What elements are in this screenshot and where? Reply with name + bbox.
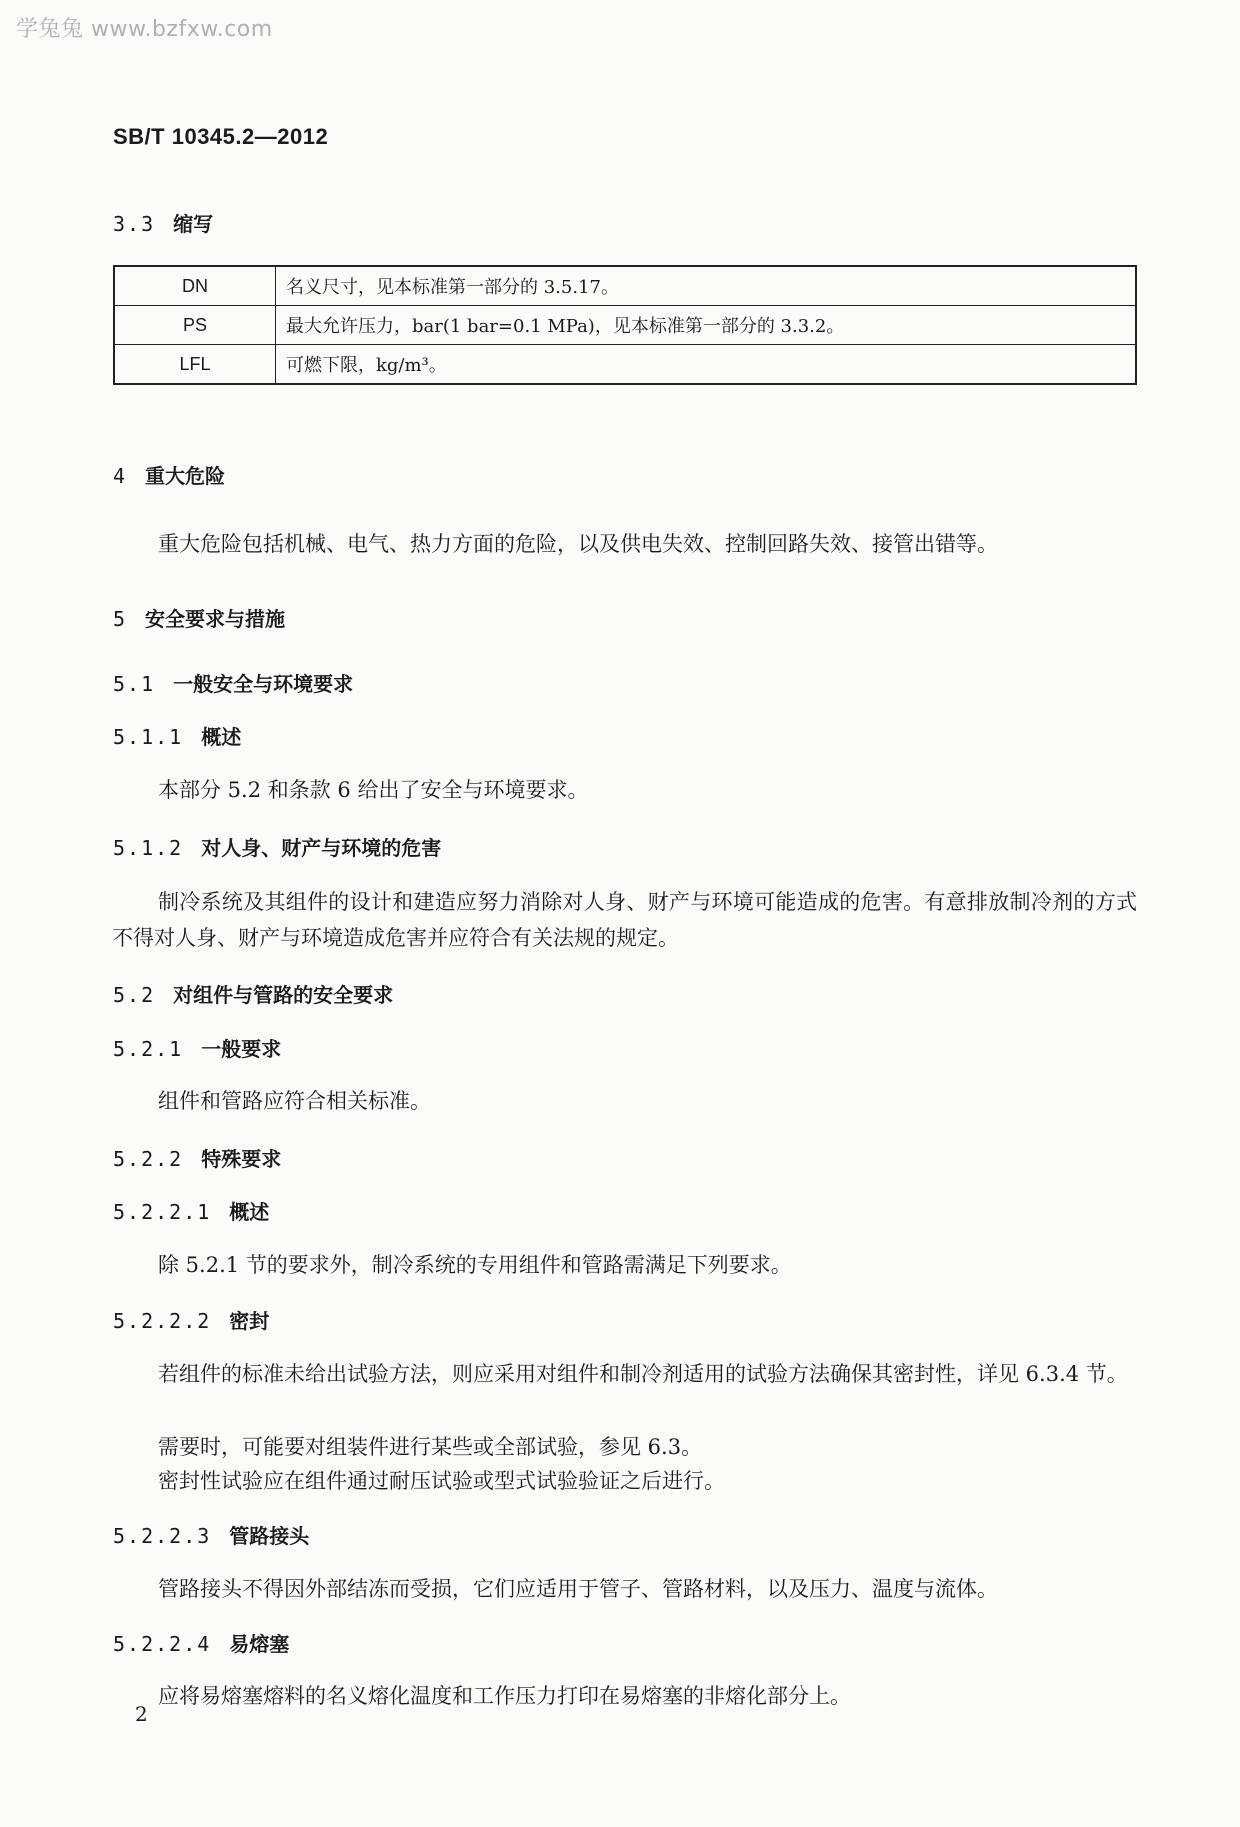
heading-5-2-1 bbox=[113, 1033, 281, 1062]
section-number: 5.2.1 bbox=[113, 1037, 184, 1061]
abbr-value: 可燃下限，kg/m³。 bbox=[276, 345, 1137, 385]
section-title: 缩写 bbox=[173, 212, 214, 236]
paragraph: 需要时，可能要对组装件进行某些或全部试验，参见 6.3。 bbox=[158, 1435, 703, 1459]
section-title: 密封 bbox=[229, 1309, 270, 1333]
heading-5-2-2-4 bbox=[113, 1628, 289, 1657]
paragraph: 重大危险包括机械、电气、热力方面的危险，以及供电失效、控制回路失效、接管出错等。 bbox=[158, 532, 998, 556]
section-number: 5.2 bbox=[113, 983, 156, 1007]
heading-5 bbox=[113, 603, 285, 632]
section-number: 5.2.2 bbox=[113, 1147, 184, 1171]
section-title: 概述 bbox=[201, 725, 242, 749]
paragraph: 本部分 5.2 和条款 6 给出了安全与环境要求。 bbox=[158, 778, 589, 802]
section-number: 5.1.2 bbox=[113, 836, 184, 860]
heading-4 bbox=[113, 460, 225, 489]
watermark: 学兔兔 www.bzfxw.com bbox=[16, 17, 273, 42]
section-number: 5 bbox=[113, 607, 128, 631]
paragraph: 除 5.2.1 节的要求外，制冷系统的专用组件和管路需满足下列要求。 bbox=[158, 1253, 792, 1277]
section-number: 5.2.2.2 bbox=[113, 1309, 212, 1333]
section-number: 5.2.2.3 bbox=[113, 1524, 212, 1548]
heading-5-1-1 bbox=[113, 721, 241, 750]
section-number: 5.1.1 bbox=[113, 725, 184, 749]
section-title: 概述 bbox=[229, 1200, 270, 1224]
heading-5-1 bbox=[113, 668, 353, 697]
abbr-key: LFL bbox=[114, 345, 276, 385]
paragraph: 管路接头不得因外部结冻而受损，它们应适用于管子、管路材料，以及压力、温度与流体。 bbox=[158, 1577, 998, 1601]
section-number: 5.2.2.4 bbox=[113, 1632, 212, 1656]
table-row bbox=[114, 306, 1136, 345]
paragraph: 密封性试验应在组件通过耐压试验或型式试验验证之后进行。 bbox=[158, 1469, 725, 1493]
abbr-value: 名义尺寸，见本标准第一部分的 3.5.17。 bbox=[276, 266, 1137, 306]
table-row bbox=[114, 266, 1136, 306]
page-number: 2 bbox=[135, 1702, 148, 1726]
table-row bbox=[114, 345, 1136, 385]
section-title: 易熔塞 bbox=[229, 1632, 290, 1656]
standard-number: SB/T 10345.2—2012 bbox=[113, 124, 329, 149]
section-title: 特殊要求 bbox=[201, 1147, 282, 1171]
section-title: 对人身、财产与环境的危害 bbox=[201, 836, 442, 860]
paragraph: 制冷系统及其组件的设计和建造应努力消除对人身、财产与环境可能造成的危害。有意排放制冷剂的方式不得对人身、财产与环境造成危害并应符合有关法规的规定。 bbox=[112, 890, 1137, 950]
paragraph: 组件和管路应符合相关标准。 bbox=[158, 1089, 431, 1113]
paragraph: 若组件的标准未给出试验方法，则应采用对组件和制冷剂适用的试验方法确保其密封性，详见 6.3.4 节。 bbox=[158, 1362, 1128, 1386]
section-number: 5.2.2.1 bbox=[113, 1200, 212, 1224]
paragraph: 应将易熔塞熔料的名义熔化温度和工作压力打印在易熔塞的非熔化部分上。 bbox=[158, 1684, 851, 1708]
section-number: 5.1 bbox=[113, 672, 156, 696]
section-number: 4 bbox=[113, 464, 128, 488]
heading-5-2-2-3 bbox=[113, 1520, 309, 1549]
heading-5-2 bbox=[113, 979, 393, 1008]
section-title: 一般安全与环境要求 bbox=[173, 672, 354, 696]
heading-3-3 bbox=[113, 208, 213, 237]
abbr-value: 最大允许压力，bar(1 bar=0.1 MPa)，见本标准第一部分的 3.3.2。 bbox=[276, 306, 1137, 345]
heading-5-1-2 bbox=[113, 832, 441, 861]
heading-5-2-2-2 bbox=[113, 1305, 269, 1334]
section-title: 对组件与管路的安全要求 bbox=[173, 983, 394, 1007]
section-title: 管路接头 bbox=[229, 1524, 310, 1548]
heading-5-2-2 bbox=[113, 1143, 281, 1172]
section-title: 安全要求与措施 bbox=[145, 607, 286, 631]
heading-5-2-2-1 bbox=[113, 1196, 269, 1225]
abbreviation-table bbox=[113, 265, 1137, 385]
section-title: 重大危险 bbox=[145, 464, 226, 488]
section-title: 一般要求 bbox=[201, 1037, 282, 1061]
abbr-key: DN bbox=[114, 266, 276, 306]
section-number: 3.3 bbox=[113, 212, 156, 236]
abbr-key: PS bbox=[114, 306, 276, 345]
